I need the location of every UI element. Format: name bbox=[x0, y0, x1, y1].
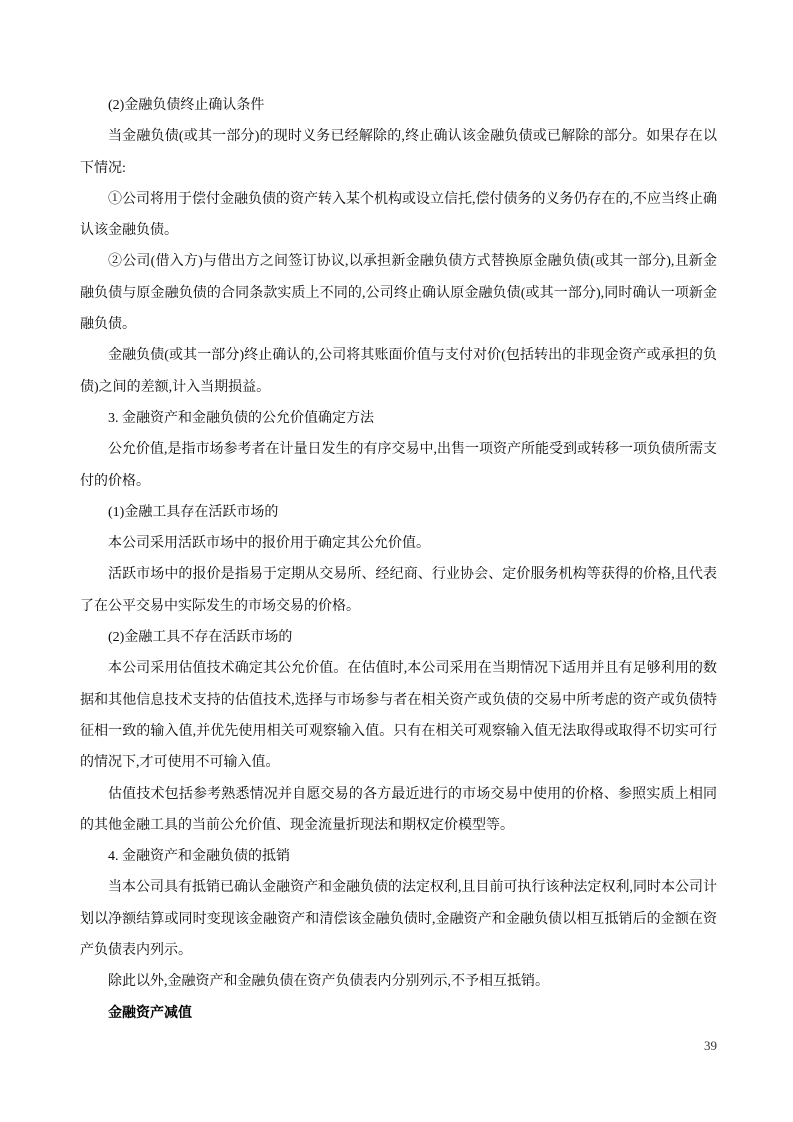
paragraph: 公允价值,是指市场参考者在计量日发生的有序交易中,出售一项资产所能受到或转移一项负债所需支付的价格。 bbox=[80, 442, 717, 489]
paragraph: 除此以外,金融资产和金融负债在资产负债表内分别列示,不予相互抵销。 bbox=[108, 974, 549, 990]
subsection-title: 4. 金融资产和金融负债的抵销 bbox=[108, 849, 290, 865]
paragraph: 本公司采用活跃市场中的报价用于确定其公允价值。 bbox=[108, 536, 430, 552]
section-heading-financial-asset-impairment: 金融资产减值 bbox=[108, 1005, 192, 1021]
page-number: 39 bbox=[704, 1038, 717, 1053]
paragraph: 当本公司具有抵销已确认金融资产和金融负债的法定权利,且目前可执行该种法定权利,同时本公司计划以净额结算或同时变现该金融资产和清偿该金融负债时,金融资产和金融负债以相互抵销后的金额在资产负债表内列示。 bbox=[80, 880, 717, 959]
subsection-title: (2)金融工具不存在活跃市场的 bbox=[108, 630, 293, 646]
paragraph: ①公司将用于偿付金融负债的资产转入某个机构或设立信托,偿付债务的义务仍存在的,不应当终止确认该金融负债。 bbox=[80, 191, 717, 239]
subsection-title: 3. 金融资产和金融负债的公允价值确定方法 bbox=[108, 410, 374, 426]
paragraph: 活跃市场中的报价是指易于定期从交易所、经纪商、行业协会、定价服务机构等获得的价格,且代表了在公平交易中实际发生的市场交易的价格。 bbox=[80, 567, 717, 614]
document-body bbox=[80, 90, 717, 1029]
paragraph: 当金融负债(或其一部分)的现时义务已经解除的,终止确认该金融负债或已解除的部分。如果存在以下情况: bbox=[80, 129, 717, 176]
paragraph: 本公司采用估值技术确定其公允价值。在估值时,本公司采用在当期情况下适用并且有足够利用的数据和其他信息技术支持的估值技术,选择与市场参与者在相关资产或负债的交易中所考虑的资产或负债特征相一致的输入值,并优先使用相关可观察输入值。只有在相关可观察输入值无法取得或取得不切实可行的情况下,才可使用不可输入值。 bbox=[80, 661, 717, 771]
paragraph: 估值技术包括参考熟悉情况并自愿交易的各方最近进行的市场交易中使用的价格、参照实质上相同的其他金融工具的当前公允价值、现金流量折现法和期权定价模型等。 bbox=[80, 786, 717, 833]
subsection-title: (1)金融工具存在活跃市场的 bbox=[108, 504, 279, 520]
subsection-title: (2)金融负债终止确认条件 bbox=[108, 98, 265, 113]
paragraph: 金融负债(或其一部分)终止确认的,公司将其账面价值与支付对价(包括转出的非现金资产或承担的负债)之间的差额,计入当期损益。 bbox=[80, 348, 717, 395]
paragraph: ②公司(借入方)与借出方之间签订协议,以承担新金融负债方式替换原金融负债(或其一部分),且新金融负债与原金融负债的合同条款实质上不同的,公司终止确认原金融负债(或其一部分),同时确认一项新金融负债。 bbox=[80, 254, 717, 333]
